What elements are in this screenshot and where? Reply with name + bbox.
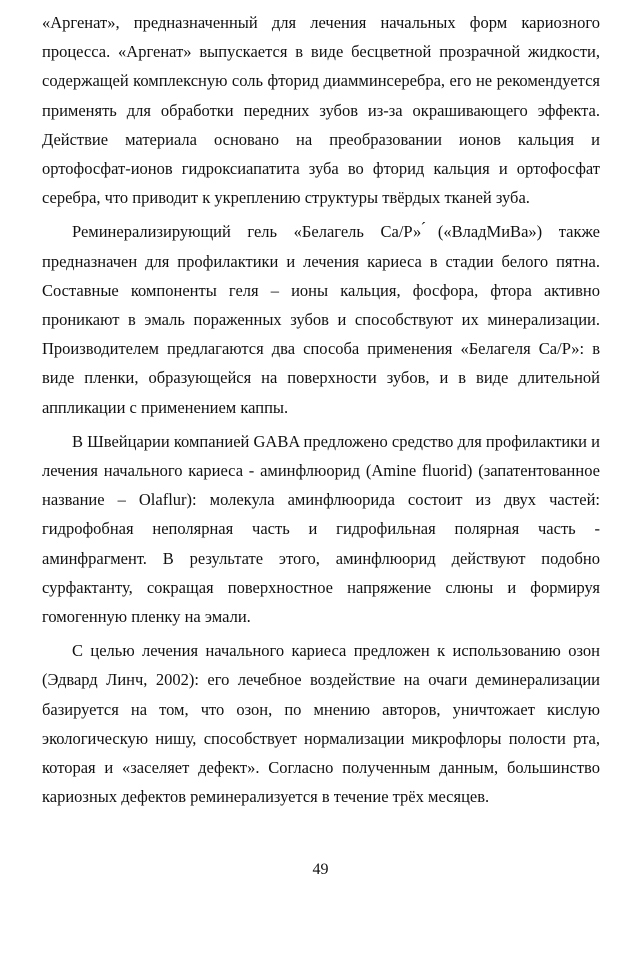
page-number: 49 bbox=[312, 861, 329, 878]
paragraph-ozone: С целью лечения начального кариеса предложен к использованию озон (Эдвард Линч, 2002): его лечебное воздействие на очаги деминерализации базируется на том, что озон, по мнению авторов, уничтожает кислую экологическую нишу, способствует нормализации микрофлоры полости рта, которая и «заселяет дефект». Согласно полученным данным, большинство кариозных дефектов реминерализуется в течение трёх месяцев. bbox=[42, 641, 600, 807]
document-page bbox=[42, 8, 600, 811]
paragraph-belagel: Реминерализирующий гель «Белагель Са/Р» ́(«ВладМиВа») также предназначен для профилактики и лечения кариеса в стадии белого пятна. Составные компоненты геля – ионы кальция, фосфора, фтора активно проникают в эмаль пораженных зубов и способствуют их минерализации. Производителем предлагаются два способа применения «Белагеля Са/Р»: в виде пленки, образующейся на поверхности зубов, и в виде длительной аппликации с применением каппы. bbox=[42, 222, 600, 417]
paragraph-argenat: «Аргенат», предназначенный для лечения начальных форм кариозного процесса. «Аргенат» выпускается в виде бесцветной прозрачной жидкости, содержащей комплексную соль фторид диамминсеребра, его не рекомендуется применять для обработки передних зубов из-за окрашивающего эффекта. Действие материала основано на преобразовании ионов кальция и ортофосфат-ионов гидроксиапатита зуба во фторид кальция и ортофосфат серебра, что приводит к укреплению структуры твёрдых тканей зуба. bbox=[42, 13, 600, 208]
paragraph-aminfluorid: В Швейцарии компанией GABA предложено средство для профилактики и лечения начального кариеса - аминфлюорид (Amine fluorid) (запатентованное название – Olaflur): молекула аминфлюорида состоит из двух частей: гидрофобная неполярная часть и гидрофильная полярная часть - аминфрагмент. В результате этого, аминфлюорид действуют подобно сурфактанту, сокращая поверхностное напряжение слюны и формируя гомогенную пленку на эмали. bbox=[42, 431, 600, 627]
